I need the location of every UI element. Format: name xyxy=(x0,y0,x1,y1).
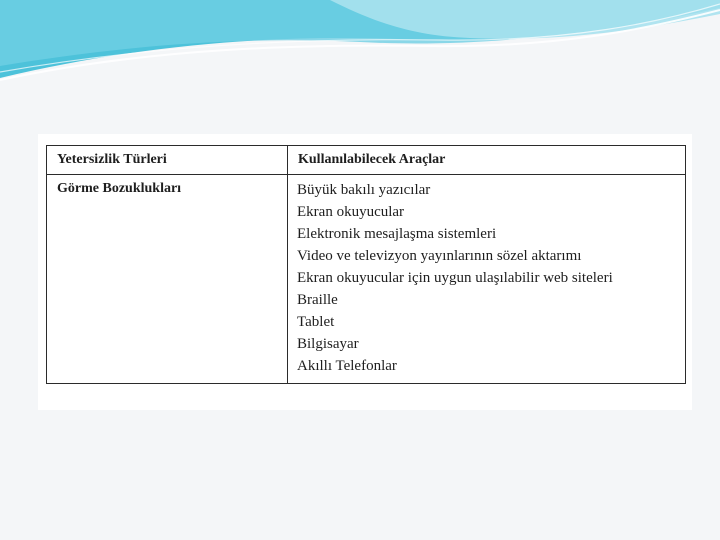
disability-category-cell: Görme Bozuklukları xyxy=(47,175,288,384)
tool-item: Ekran okuyucular için uygun ulaşılabilir web siteleri xyxy=(297,270,613,286)
header-usable-tools: Kullanılabilecek Araçlar xyxy=(288,146,686,175)
tool-item: Bilgisayar xyxy=(297,336,359,352)
disability-tools-table xyxy=(46,145,686,384)
tool-item: Tablet xyxy=(297,314,335,330)
tools-list xyxy=(297,179,685,377)
tool-item: Elektronik mesajlaşma sistemleri xyxy=(297,226,497,242)
tool-item: Video ve televizyon yayınlarının sözel aktarımı xyxy=(297,248,582,264)
tool-item: Braille xyxy=(297,292,338,308)
tool-item: Akıllı Telefonlar xyxy=(297,358,397,374)
table-row xyxy=(47,175,686,384)
tools-cell xyxy=(288,175,686,384)
table-header-row xyxy=(47,146,686,175)
header-disability-types: Yetersizlik Türleri xyxy=(47,146,288,175)
wave-header-decoration xyxy=(0,0,720,90)
tool-item: Ekran okuyucular xyxy=(297,204,405,220)
tool-item: Büyük bakılı yazıcılar xyxy=(297,182,431,198)
